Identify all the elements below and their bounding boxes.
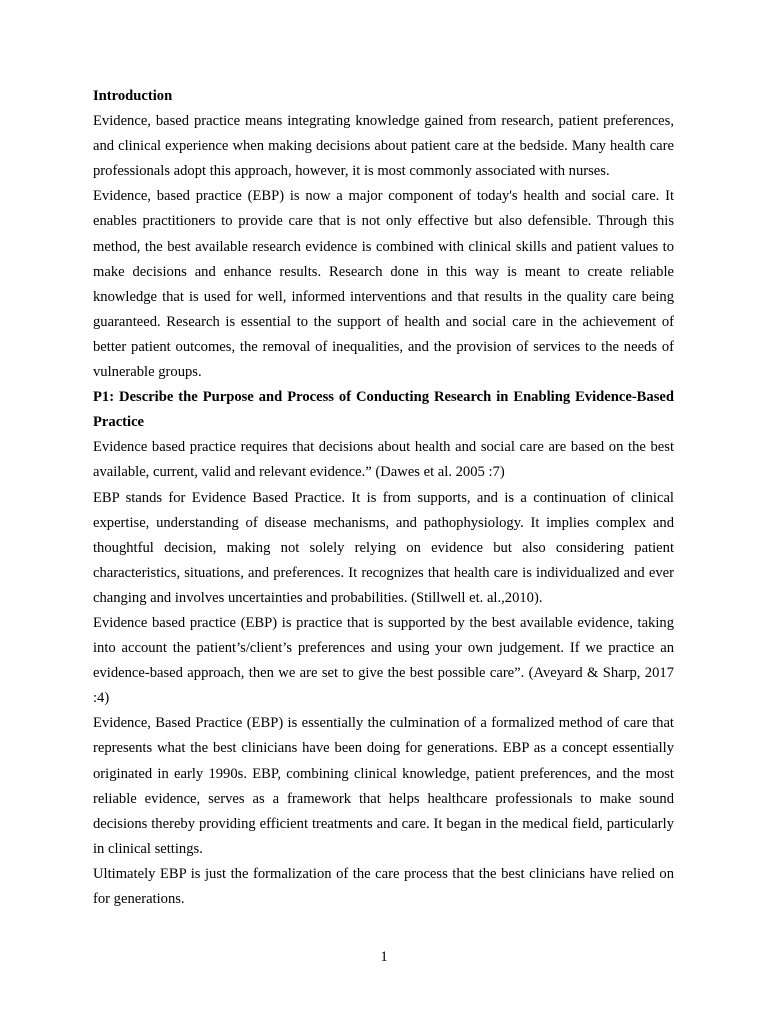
- paragraph: EBP stands for Evidence Based Practice. It is from supports, and is a continuation of clinical expertise, understanding of disease mechanisms, and pathophysiology. It implies complex and thoughtful decision, making not solely relying on evidence but also considering patient characteristics, situations, and preferences. It recognizes that health care is individualized and ever changing and involves uncertainties and probabilities. (Stillwell et. al.,2010).: [93, 489, 674, 606]
- document-page: [93, 84, 674, 912]
- paragraph: Evidence based practice (EBP) is practice that is supported by the best available evidence, taking into account the patient’s/client’s preferences and using your own judgement. If we practice an evidence-based approach, then we are set to give the best possible care”. (Aveyard & Sharp, 2017 :4): [93, 614, 674, 707]
- paragraph: Evidence, based practice (EBP) is now a major component of today's health and social care. It enables practitioners to provide care that is not only effective but also defensible. Through this method, the best available research evidence is combined with clinical skills and patient values to make decisions and enhance results. Research done in this way is meant to create reliable knowledge that is used for well, informed interventions and that results in the quality care being guaranteed. Research is essential to the support of health and social care in the achievement of better patient outcomes, the removal of inequalities, and the provision of services to the needs of vulnerable groups.: [93, 188, 674, 381]
- page-number: 1: [380, 949, 388, 965]
- paragraph: Evidence, based practice means integrating knowledge gained from research, patient preferences, and clinical experience when making decisions about patient care at the bedside. Many health care professionals adopt this approach, however, it is most commonly associated with nurses.: [93, 113, 674, 180]
- paragraph: Evidence, Based Practice (EBP) is essentially the culmination of a formalized method of care that represents what the best clinicians have been doing for generations. EBP as a concept essentially originated in early 1990s. EBP, combining clinical knowledge, patient preferences, and the most reliable evidence, serves as a framework that helps healthcare professionals to make sound decisions thereby providing efficient treatments and care. It began in the medical field, particularly in clinical settings.: [93, 715, 674, 857]
- heading-p1: P1: Describe the Purpose and Process of Conducting Research in Enabling Evidence-Based Practice: [93, 389, 674, 431]
- heading-introduction: Introduction: [93, 88, 173, 104]
- paragraph: Ultimately EBP is just the formalization of the care process that the best clinicians have relied on for generations.: [93, 865, 674, 907]
- paragraph: Evidence based practice requires that decisions about health and social care are based on the best available, current, valid and relevant evidence.” (Dawes et al. 2005 :7): [93, 439, 674, 481]
